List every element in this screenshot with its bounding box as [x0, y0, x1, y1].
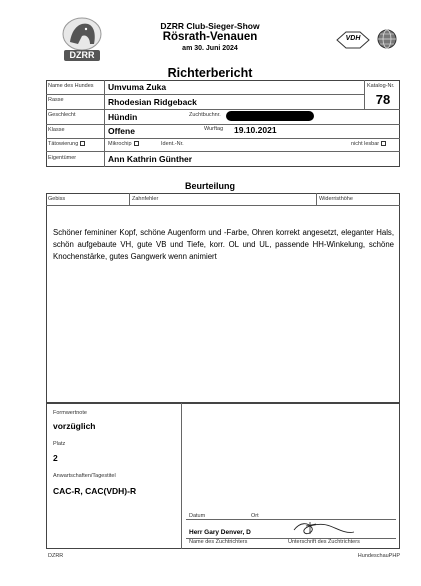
titles-label: Anwartschaften/Tagestitel: [53, 473, 116, 479]
class-label: Klasse: [48, 127, 65, 133]
date-label: Datum: [189, 513, 206, 519]
place-of-signing-label: Ort: [251, 513, 259, 519]
report-title: Richterbericht: [167, 66, 253, 80]
class: Offene: [108, 126, 135, 136]
tattoo-field: [48, 141, 85, 147]
evaluation-title: Beurteilung: [184, 181, 235, 191]
breed: Rhodesian Ridgeback: [108, 97, 197, 107]
catalog-label: Katalog-Nr.: [367, 83, 395, 89]
evaluation-text: Schöner femininer Kopf, schöne Augenform und -Farbe, Ohren korrekt angesetzt, eleganter Hals, schön aufgebaute VH, gute VB und Tiefe, korr. OL und UL, passende HH-Winkelung, schöne Knochenstärke, gutes Gangwerk wenn animiert: [53, 228, 394, 261]
vdh-logo-text: VDH: [345, 35, 361, 42]
signature-label: Unterschrift des Zuchtrichters: [288, 539, 360, 545]
breed-label: Rasse: [48, 97, 64, 103]
not-readable-field: [351, 141, 386, 147]
titles: CAC-R, CAC(VDH)-R: [53, 486, 137, 496]
sex: Hündin: [108, 112, 138, 122]
show-title: DZRR Club-Sieger-Show: [160, 21, 260, 31]
stud-book-redaction: [226, 111, 314, 121]
ident-label: Ident.-Nr.: [161, 141, 184, 147]
owner: Ann Kathrin Günther: [108, 154, 193, 164]
owner-label: Eigentümer: [48, 155, 77, 161]
judge-signature: [290, 516, 358, 540]
bite-label: Gebiss: [48, 196, 66, 202]
height-label: Widerristhöhe: [319, 196, 353, 202]
catalog-number: 78: [375, 92, 391, 107]
sex-label: Geschlecht: [48, 112, 76, 118]
judge-name: Herr Gary Denver, D: [189, 529, 251, 536]
grade-label: Formwertnote: [53, 410, 87, 416]
show-date: am 30. Juni 2024: [182, 45, 238, 52]
stud-book-label: Zuchtbuchnr.: [189, 112, 221, 118]
not-readable-label: nicht lesbar: [351, 141, 380, 147]
club-logo: [56, 14, 108, 64]
club-logo-text: DZRR: [69, 50, 95, 60]
judge-name-label: Name des Zuchtrichters: [189, 539, 248, 545]
microchip-label: Mikrochip: [108, 141, 132, 147]
place: 2: [53, 453, 58, 463]
microchip-checkbox[interactable]: [134, 141, 139, 146]
not-readable-checkbox[interactable]: [381, 141, 386, 146]
globe-icon: [377, 29, 397, 49]
footer-left: DZRR: [48, 553, 64, 559]
show-location: Rösrath-Venauen: [162, 31, 258, 43]
dog-name-label: Name des Hundes: [48, 83, 94, 89]
place-label: Platz: [53, 441, 66, 447]
grade: vorzüglich: [53, 421, 96, 431]
dog-name: Umvuma Zuka: [108, 82, 167, 92]
evaluation-box: [46, 193, 400, 403]
vdh-logo: [336, 31, 370, 49]
footer-right: HundeschauPHP: [357, 553, 400, 559]
whelp-date: 19.10.2021: [234, 125, 277, 135]
tattoo-label: Tätowierung: [48, 141, 79, 147]
microchip-field: [108, 141, 139, 147]
whelp-date-label: Wurftag: [204, 126, 224, 132]
tattoo-checkbox[interactable]: [80, 141, 85, 146]
missing-teeth-label: Zahnfehler: [132, 196, 159, 202]
